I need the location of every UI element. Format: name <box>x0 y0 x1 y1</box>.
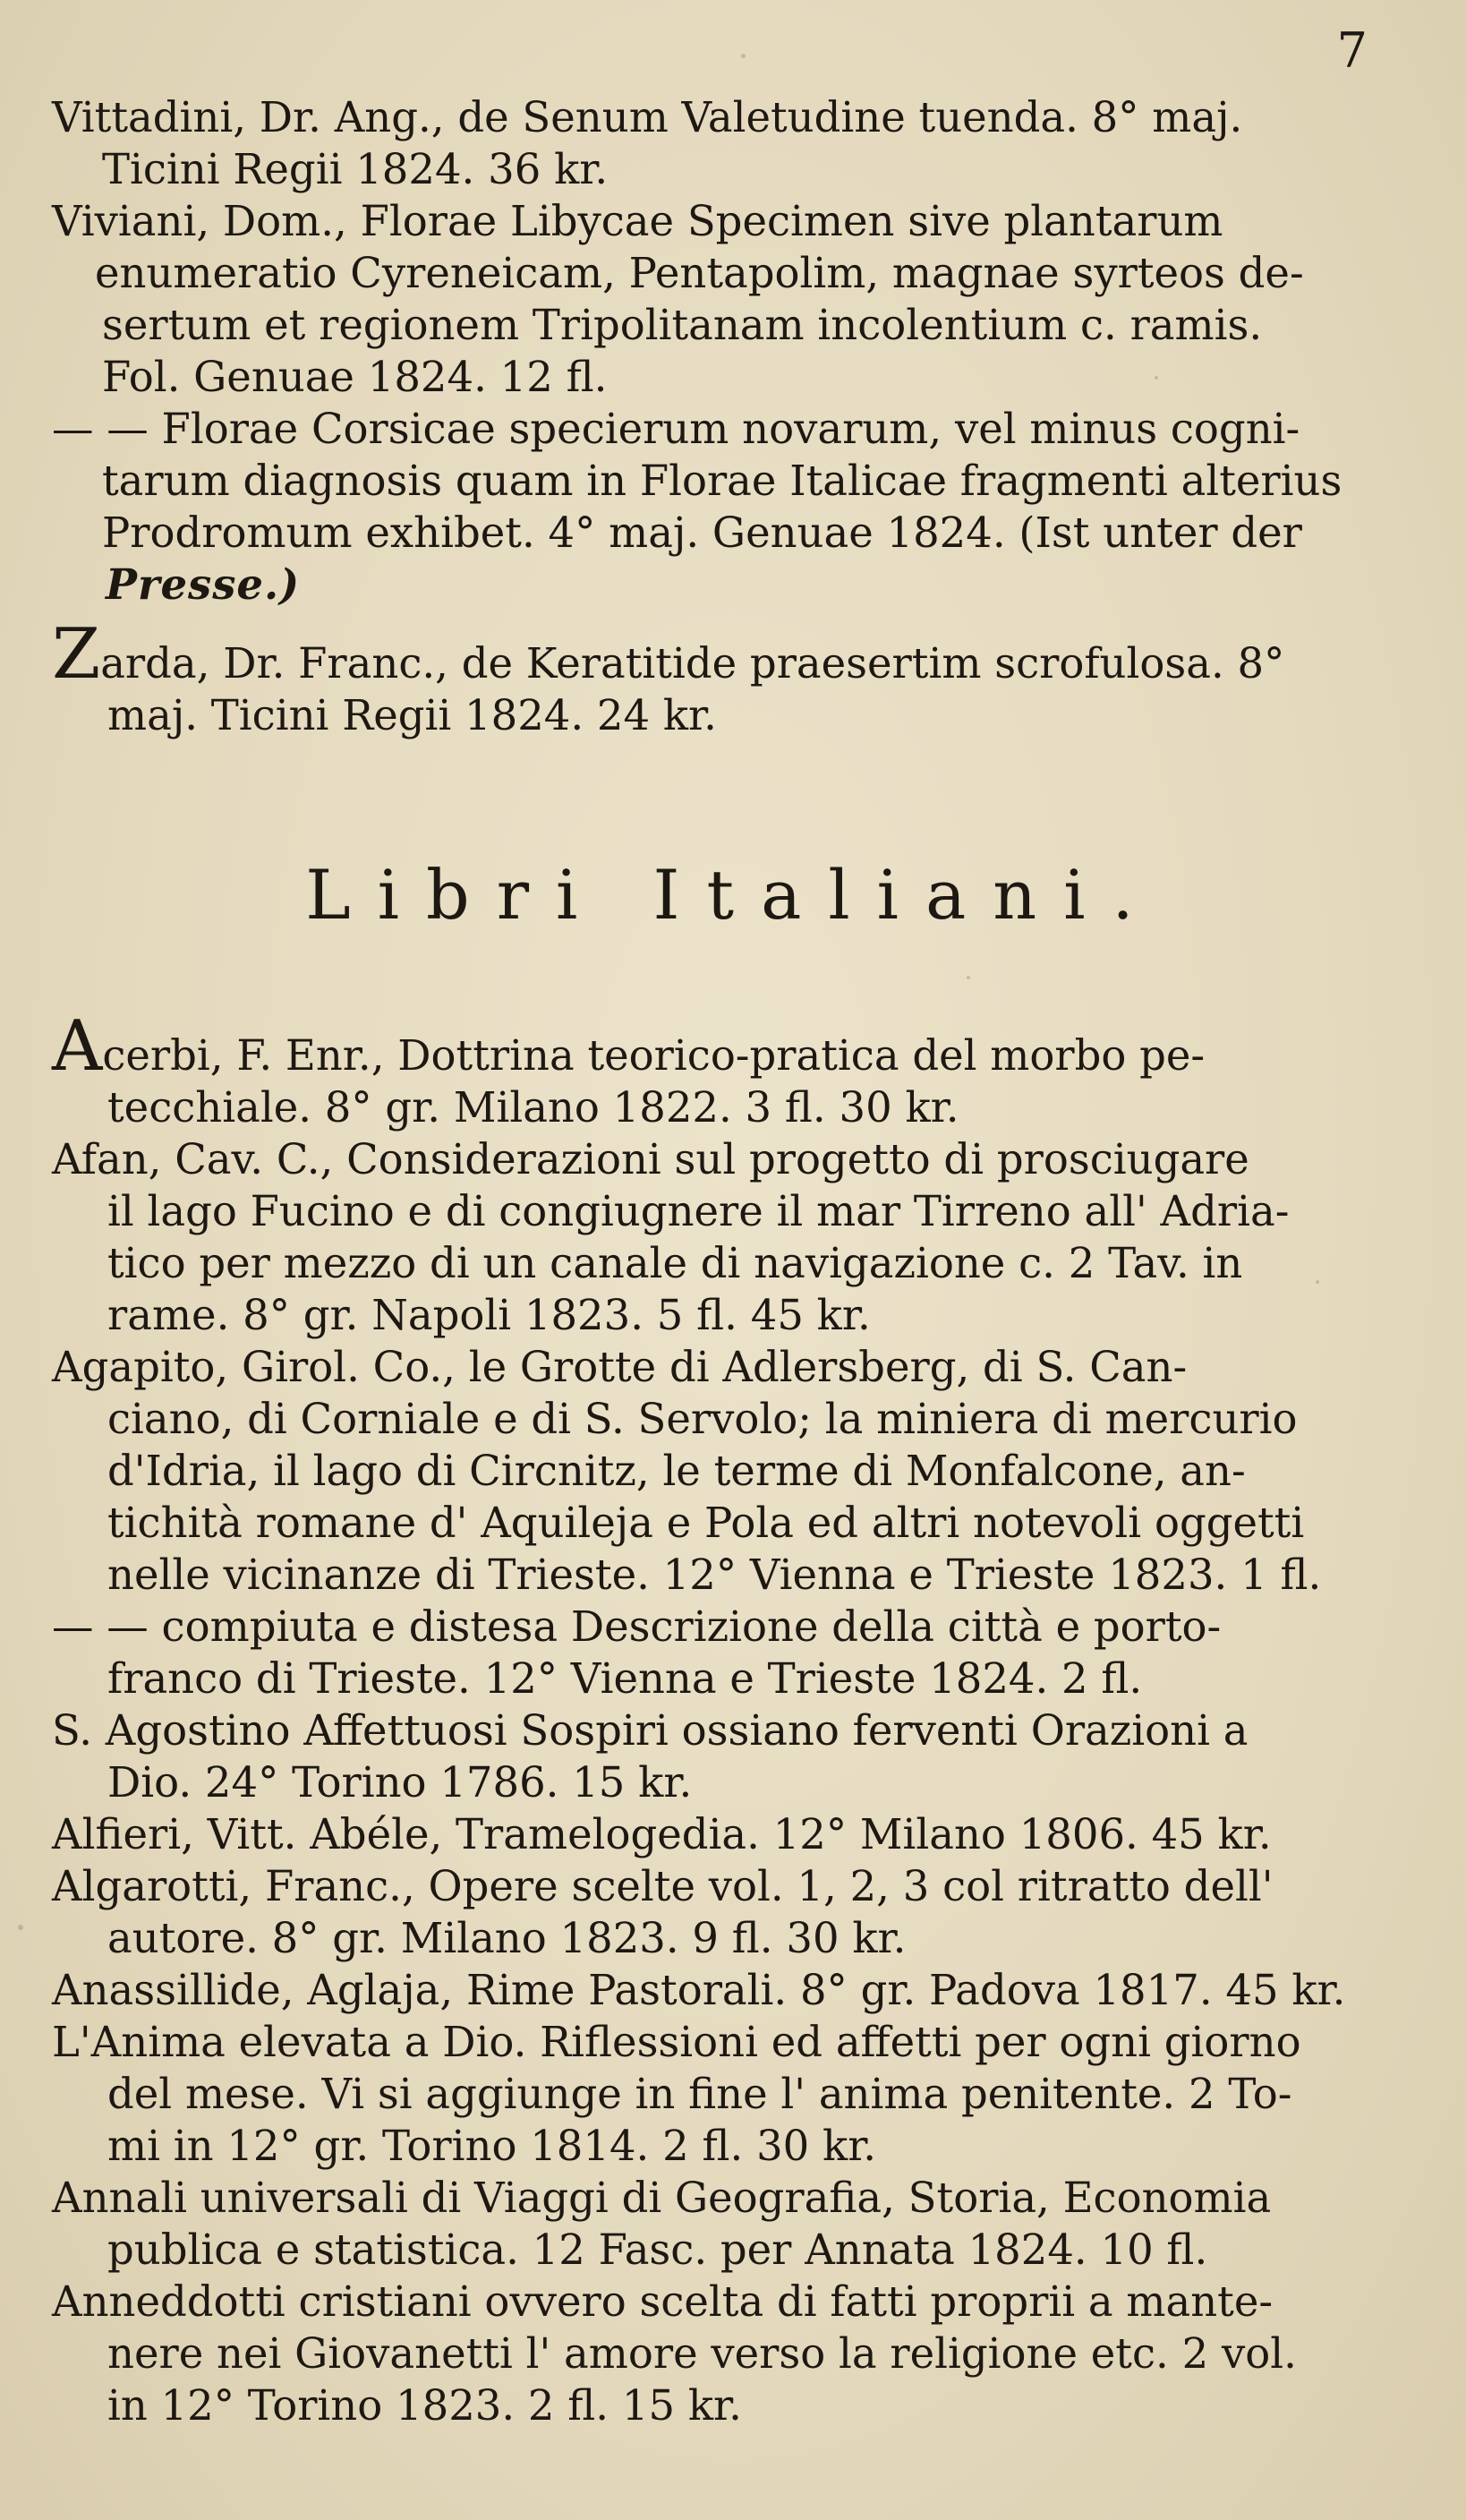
entry-line: sertum et regionem Tripolitanam incolentium c. ramis. <box>102 301 1263 349</box>
drop-initial: Z <box>52 614 101 695</box>
paper-speck <box>1316 1280 1319 1284</box>
entry-line: Anassillide, Aglaja, Rime Pastorali. 8° gr. Padova 1817. 45 kr. <box>52 1966 1346 2014</box>
entry-line: mi in 12° gr. Torino 1814. 2 fl. 30 kr. <box>107 2122 877 2170</box>
entry-line: Vittadini, Dr. Ang., de Senum Valetudine tuenda. 8° maj. <box>52 93 1243 141</box>
entry-line: Fol. Genuae 1824. 12 fl. <box>102 353 608 401</box>
list-item <box>52 403 1377 611</box>
entry-line: tichità romane d' Aquileja e Pola ed altri notevoli oggetti <box>107 1499 1305 1547</box>
entry-line: S. Agostino Affettuosi Sospiri ossiano ferventi Orazioni a <box>52 1706 1249 1755</box>
entry-line: in 12° Torino 1823. 2 fl. 15 kr. <box>107 2381 742 2430</box>
entry-line: Annali universali di Viaggi di Geografia, Storia, Economia <box>52 2174 1272 2222</box>
latin-entries <box>0 91 1466 741</box>
entry-line: publica e statistica. 12 Fasc. per Annata 1824. 10 fl. <box>107 2225 1208 2274</box>
entry-line: Alfieri, Vitt. Abéle, Tramelogedia. 12° Milano 1806. 45 kr. <box>52 1810 1272 1858</box>
list-item <box>52 1704 1377 1808</box>
list-item <box>52 1808 1377 1860</box>
list-item <box>52 2016 1377 2172</box>
entry-line: enumeratio Cyreneicam, Pentapolim, magnae syrteos de- <box>95 249 1304 297</box>
list-item <box>52 614 1377 741</box>
page-number: 7 <box>1336 22 1368 79</box>
list-item <box>52 195 1377 403</box>
entry-line: Afan, Cav. C., Considerazioni sul progetto di prosciugare <box>52 1135 1249 1183</box>
entry-line: — — compiuta e distesa Descrizione della città e porto- <box>52 1602 1222 1651</box>
paper-speck <box>967 976 970 979</box>
entry-line: Viviani, Dom., Florae Libycae Specimen sive plantarum <box>52 197 1223 245</box>
entry-line: Algarotti, Franc., Opere scelte vol. 1, 2, 3 col ritratto dell' <box>52 1862 1274 1910</box>
list-item <box>52 91 1369 195</box>
entry-line: Presse.) <box>106 560 301 609</box>
entry-line: nelle vicinanze di Trieste. 12° Vienna e Trieste 1823. 1 fl. <box>107 1550 1322 1599</box>
list-item <box>52 1006 1377 1133</box>
list-item <box>52 1341 1377 1601</box>
paper-speck <box>741 54 746 58</box>
drop-initial: A <box>52 1006 103 1087</box>
entry-line: Dio. 24° Torino 1786. 15 kr. <box>107 1758 693 1807</box>
paper-speck <box>635 1683 638 1686</box>
entry-line: tecchiale. 8° gr. Milano 1822. 3 fl. 30 kr. <box>107 1083 959 1132</box>
italian-entries <box>0 1006 1466 2431</box>
entry-line: tarum diagnosis quam in Florae Italicae fragmenti alterius <box>102 457 1342 505</box>
entry-line-text: cerbi, F. Enr., Dottrina teorico-pratica del morbo pe- <box>102 1031 1206 1080</box>
entry-line: franco di Trieste. 12° Vienna e Trieste 1824. 2 fl. <box>107 1654 1143 1703</box>
entry-line: Prodromum exhibet. 4° maj. Genuae 1824. (Ist unter der <box>102 508 1302 557</box>
entry-line: autore. 8° gr. Milano 1823. 9 fl. 30 kr. <box>107 1914 907 1962</box>
entry-line: tico per mezzo di un canale di navigazione c. 2 Tav. in <box>107 1239 1243 1287</box>
entry-line <box>52 614 1377 695</box>
list-item <box>52 2276 1377 2431</box>
list-item <box>52 1601 1377 1704</box>
entry-line: — — Florae Corsicae specierum novarum, vel minus cogni- <box>52 405 1300 453</box>
entry-line: d'Idria, il lago di Circnitz, le terme di Monfalcone, an- <box>107 1447 1246 1495</box>
entry-line: Ticini Regii 1824. 36 kr. <box>102 145 609 193</box>
entry-line: maj. Ticini Regii 1824. 24 kr. <box>107 691 717 739</box>
list-item <box>52 2172 1377 2276</box>
entry-line: del mese. Vi si aggiunge in fine l' anima penitente. 2 To- <box>107 2070 1292 2118</box>
entry-line <box>52 1006 1377 1087</box>
entry-line: nere nei Giovanetti l' amore verso la religione etc. 2 vol. <box>107 2329 1297 2378</box>
list-item <box>52 1860 1377 1964</box>
paper-speck <box>1155 376 1158 380</box>
list-item <box>52 1964 1377 2016</box>
section-heading: Libri Italiani. <box>305 855 1161 935</box>
entry-line: Agapito, Girol. Co., le Grotte di Adlersberg, di S. Can- <box>52 1343 1188 1391</box>
entry-line-text: arda, Dr. Franc., de Keratitide praesertim scrofulosa. 8° <box>100 639 1285 688</box>
paper-speck <box>18 1925 23 1930</box>
entry-line: rame. 8° gr. Napoli 1823. 5 fl. 45 kr. <box>107 1291 871 1339</box>
entry-line: ciano, di Corniale e di S. Servolo; la miniera di mercurio <box>107 1395 1298 1443</box>
entry-line: Anneddotti cristiani ovvero scelta di fatti proprii a mante- <box>52 2277 1274 2326</box>
list-item <box>52 1133 1377 1341</box>
entry-line: L'Anima elevata a Dio. Riflessioni ed affetti per ogni giorno <box>52 2018 1301 2066</box>
entry-line: il lago Fucino e di congiugnere il mar Tirreno all' Adria- <box>107 1187 1290 1235</box>
